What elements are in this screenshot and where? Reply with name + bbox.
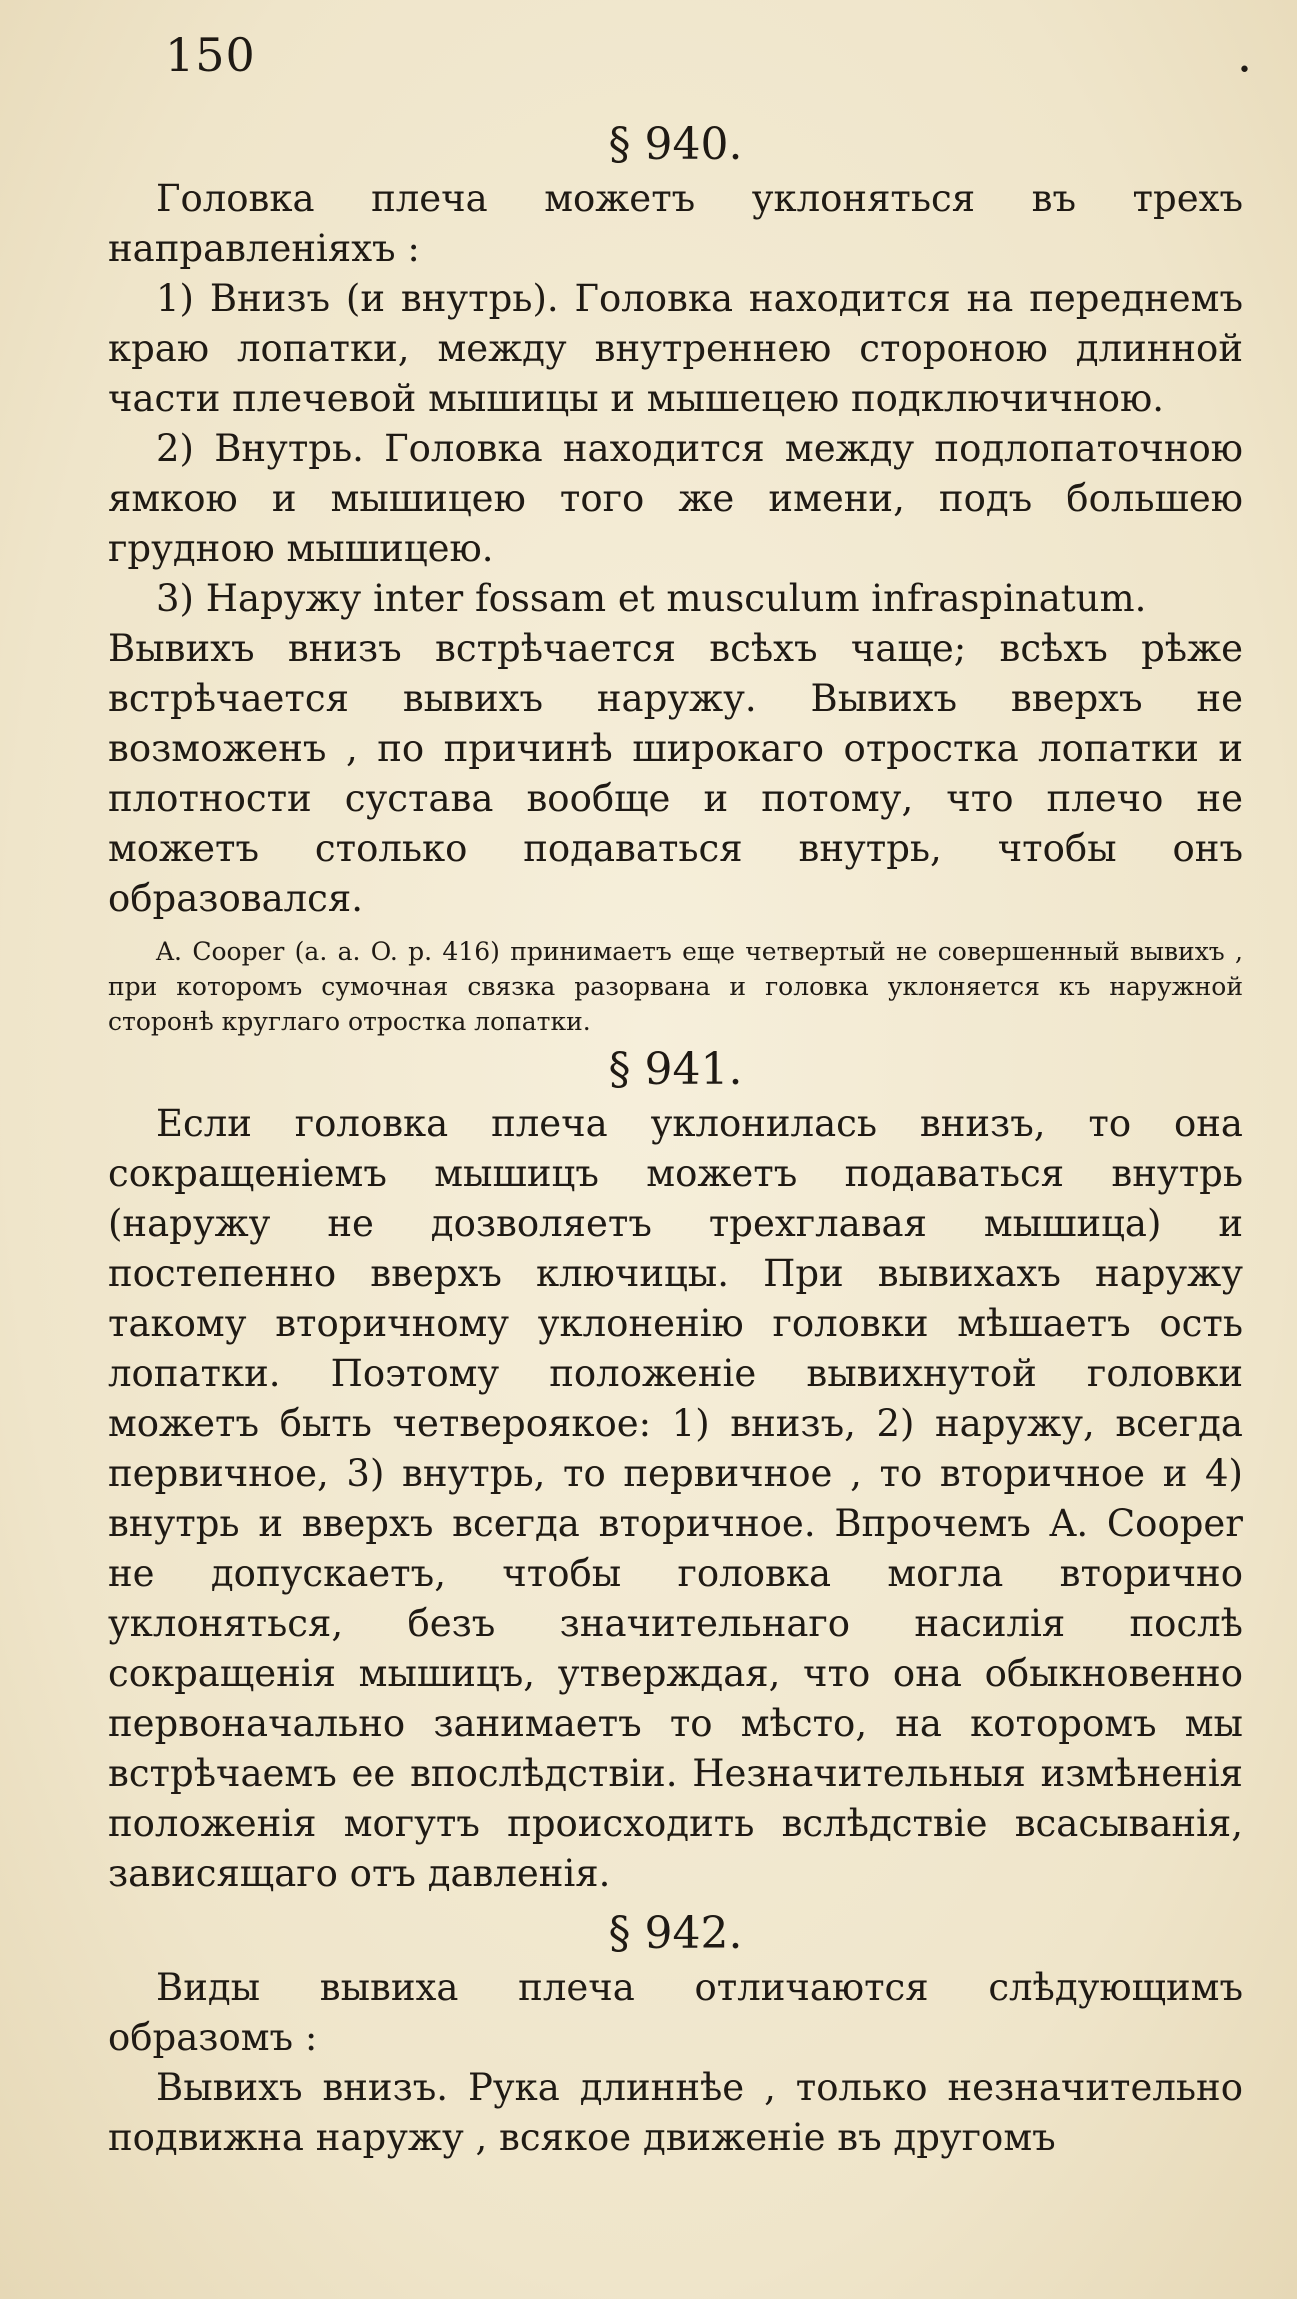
page-content xyxy=(108,120,1243,2163)
paragraph-940-item-2: 2) Внутрь. Головка находится между подлопаточною ямкою и мышицею того же имени, подъ большею грудною мышицею. xyxy=(108,427,1243,570)
section-heading-940: § 940. xyxy=(608,119,743,170)
section-heading-941: § 941. xyxy=(608,1044,743,1095)
paragraph-942-body: Вывихъ внизъ. Рука длиннѣе , только незначительно подвижна наружу , всякое движеніе въ другомъ xyxy=(108,2066,1243,2159)
paragraph-940-item-3: 3) Наружу inter fossam et musculum infraspinatum. xyxy=(156,577,1147,620)
page-number: 150 xyxy=(165,28,256,82)
paragraph-940-item-1: 1) Внизъ (и внутрь). Головка находится на переднемъ краю лопатки, между внутреннею стороною длинной части плечевой мышицы и мышецею подключичною. xyxy=(108,277,1243,420)
corner-mark: • xyxy=(1238,58,1251,83)
paragraph-942-intro: Виды вывиха плеча отличаются слѣдующимъ образомъ : xyxy=(108,1966,1243,2059)
paragraph-941-body: Если головка плеча уклонилась внизъ, то она сокращеніемъ мышицъ можетъ подаваться внутрь (наружу не дозволяетъ трехглавая мышица) и постепенно вверхъ ключицы. При вывихахъ наружу такому вторичному уклоненію головки мѣшаетъ ость лопатки. Поэтому положеніе вывихнутой головки можетъ быть четвероякое: 1) внизъ, 2) наружу, всегда первичное, 3) внутрь, то первичное , то вторичное и 4) внутрь и вверхъ всегда вторичное. Впрочемъ A. Cooper не допускаетъ, чтобы головка могла вторично уклоняться, безъ значительнаго насилія послѣ сокращенія мышицъ, утверждая, что она обыкновенно первоначально занимаетъ то мѣсто, на которомъ мы встрѣчаемъ ее впослѣдствіи. Незначительныя измѣненія положенія могутъ происходить вслѣдствіе всасыванія, зависящаго отъ давленія. xyxy=(108,1102,1243,1895)
footnote-940: A. Cooper (a. a. O. p. 416) принимаетъ еще четвертый не совершенный вывихъ , при которомъ сумочная связка разорвана и головка уклоняется къ наружной сторонѣ круглаго отростка лопатки. xyxy=(108,937,1243,1036)
section-heading-942: § 942. xyxy=(608,1908,743,1959)
paragraph-940-intro: Головка плеча можетъ уклоняться въ трехъ направленіяхъ : xyxy=(108,177,1243,270)
paragraph-940-body: Вывихъ внизъ встрѣчается всѣхъ чаще; всѣхъ рѣже встрѣчается вывихъ наружу. Вывихъ вверхъ не возможенъ , по причинѣ широкаго отростка лопатки и плотности сустава вообще и потому, что плечо не можетъ столько подаваться внутрь, чтобы онъ образовался. xyxy=(108,627,1243,920)
